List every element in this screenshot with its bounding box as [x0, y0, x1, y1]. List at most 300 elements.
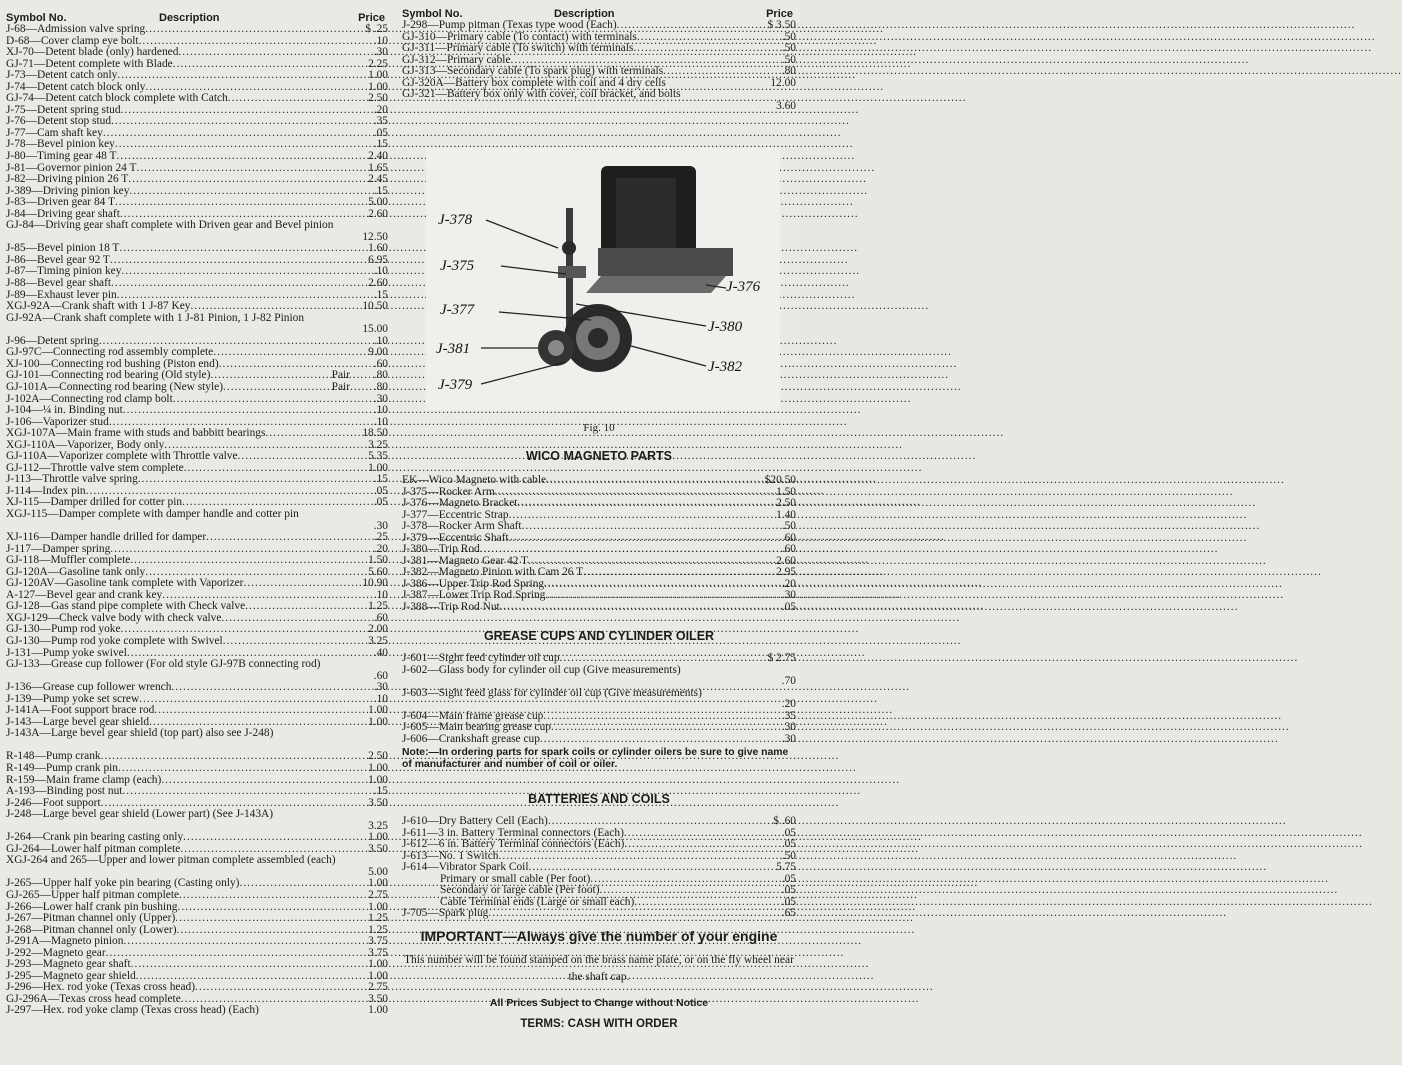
part-description: Binding post nut	[46, 785, 123, 798]
part-price: 1.00	[368, 877, 388, 890]
part-description: Gasoline tank only	[59, 565, 146, 578]
part-row	[6, 509, 388, 532]
dash-separator: —	[427, 520, 439, 533]
part-symbol: J-604	[402, 709, 428, 722]
ordering-note: Note:—In ordering parts for spark coils or cylinder oilers be sure to give name of manufacturer and number of coil or oiler.	[402, 747, 789, 771]
dash-separator: —	[31, 969, 43, 982]
part-symbol: J-379	[402, 531, 428, 544]
part-row	[6, 70, 388, 82]
dash-separator: —	[29, 34, 41, 47]
part-row	[402, 653, 796, 665]
dot-leader	[178, 47, 350, 59]
part-description: Main frame clamp (each)	[45, 773, 162, 786]
part-symbol: J-89	[6, 288, 26, 301]
part-symbol: XGJ-129	[6, 611, 48, 624]
dash-separator: —	[25, 80, 38, 93]
part-price: 6.95	[368, 253, 388, 266]
part-description: Main frame with studs and babbitt bearings	[67, 427, 266, 440]
dot-leader	[517, 498, 758, 510]
dash-separator: —	[427, 663, 439, 676]
dot-leader	[529, 862, 759, 874]
left-parts-list	[6, 24, 388, 1017]
part-price: 10.90	[362, 577, 388, 590]
part-row	[6, 151, 388, 163]
part-description: Pump rod yoke complete with Swivel	[50, 634, 223, 647]
part-description: Magneto Gear 42 T	[438, 554, 529, 567]
part-price: .60	[781, 531, 796, 544]
part-row	[402, 862, 796, 874]
part-price: 3.50	[368, 992, 388, 1005]
dot-leader	[123, 405, 350, 417]
part-description: Large bevel gear shield (Lower part) (See J-143A)	[42, 808, 274, 821]
part-description: Connecting rod bearing (New style)	[59, 380, 224, 393]
part-description: Hex. rod yoke clamp (Texas cross head) (Each)	[42, 1004, 259, 1017]
dash-separator: —	[39, 704, 51, 717]
part-row	[402, 602, 796, 614]
part-symbol: J-265	[6, 877, 32, 890]
part-symbol: XJ-100	[6, 357, 40, 370]
dash-separator: —	[25, 207, 38, 220]
dash-separator: —	[427, 508, 439, 521]
dash-separator: —	[427, 589, 439, 602]
part-symbol: J-266	[6, 900, 32, 913]
batteries-parts-list	[402, 816, 796, 920]
part-price: 3.25	[368, 819, 388, 832]
part-symbol: J-141A	[6, 704, 40, 717]
dash-separator: —	[417, 474, 429, 486]
dash-separator: —	[42, 311, 54, 324]
label-j380: J-380	[708, 319, 743, 335]
part-row	[402, 521, 796, 533]
dash-separator: —	[427, 554, 439, 567]
dot-leader	[522, 521, 758, 533]
price-header: Price	[766, 8, 793, 20]
part-symbol: XGJ-92A	[6, 300, 51, 313]
dash-separator: —	[427, 485, 439, 498]
part-description: Main frame grease cup	[438, 709, 544, 722]
part-description: Governor pinion 24 T	[37, 161, 137, 174]
dot-leader	[633, 43, 758, 55]
part-price: .10	[373, 415, 388, 428]
dash-separator: —	[435, 65, 447, 78]
dash-separator: —	[427, 815, 439, 827]
part-price: .80	[373, 369, 388, 382]
dash-separator: —	[30, 542, 43, 555]
left-column	[6, 0, 388, 1017]
dash-separator: —	[41, 346, 53, 359]
dash-separator: —	[50, 300, 62, 313]
part-price: 1.50	[368, 554, 388, 567]
dash-separator: —	[34, 773, 46, 786]
part-symbol: J-74	[6, 80, 26, 93]
part-price: 3.50	[368, 796, 388, 809]
dash-separator: —	[39, 357, 51, 370]
part-symbol: J-143A	[6, 727, 40, 740]
part-description: Index pin	[42, 484, 86, 497]
part-description: 6 in. Battery Terminal connectors (Each)	[438, 838, 625, 851]
part-row	[6, 890, 388, 902]
part-description: Primary cable (To switch) with terminals	[446, 42, 634, 55]
part-price: 1.00	[368, 80, 388, 93]
part-description: Main bearing grease cup	[438, 721, 551, 734]
dash-separator: —	[47, 611, 60, 624]
part-price: $ .60	[773, 815, 796, 827]
part-symbol: GJ-71	[6, 57, 34, 70]
part-description: Admission valve spring	[37, 23, 146, 35]
part-row	[402, 908, 796, 920]
label-j377: J-377	[440, 302, 475, 318]
part-symbol: J-88	[6, 277, 26, 290]
part-description: Detent spring stud	[37, 103, 121, 116]
part-description: Crank shaft complete with 1 J-81 Pinion, 1 J-82 Pinion	[53, 311, 305, 324]
part-description: Connecting rod assembly complete	[52, 346, 214, 359]
batteries-section	[402, 792, 796, 920]
dash-separator: —	[31, 981, 43, 994]
part-description: Primary cable	[446, 53, 511, 66]
batteries-section-title: BATTERIES AND COILS	[528, 792, 670, 806]
part-price: .40	[373, 646, 388, 659]
part-price: 1.50	[776, 485, 796, 498]
part-description: Cover clamp eye bolt	[40, 34, 139, 47]
part-description: Bevel gear shaft	[37, 277, 112, 290]
part-symbol: J-82	[6, 173, 26, 186]
dash-separator: —	[435, 88, 447, 101]
part-description: Trip Rod Nut	[438, 601, 500, 614]
part-price: 12.50	[362, 230, 388, 243]
part-symbol: J-606	[402, 732, 428, 745]
part-description: Pump crank pin	[45, 762, 119, 774]
part-symbol: GJ-120AV	[6, 577, 55, 590]
part-description: Connecting rod bushing (Piston end)	[50, 357, 219, 370]
part-symbol: J-611	[402, 826, 427, 839]
grease-parts-list	[402, 653, 796, 745]
part-description: Throttle valve spring	[42, 473, 138, 486]
part-description: Detent blade (only) hardened	[45, 46, 179, 59]
dash-separator: —	[427, 577, 439, 590]
dash-separator: —	[39, 369, 51, 382]
dash-separator: —	[39, 496, 51, 509]
part-description: Gas stand pipe complete with Check valve	[50, 600, 246, 613]
dot-leader	[624, 839, 758, 851]
part-description: Detent catch block only	[37, 80, 146, 93]
part-symbol: J-705	[402, 907, 428, 920]
part-price: .05	[781, 872, 796, 885]
dash-separator: —	[25, 150, 38, 163]
part-price: .50	[781, 849, 796, 862]
dash-separator: —	[33, 46, 46, 59]
dash-separator: —	[39, 461, 51, 474]
part-description: Rocker Arm	[438, 485, 495, 498]
part-description: Foot support brace rod	[50, 704, 155, 717]
dash-separator: —	[31, 715, 43, 728]
part-price: 2.75	[368, 981, 388, 994]
part-price: .20	[781, 698, 796, 711]
part-price: 3.75	[368, 935, 388, 948]
part-description: Vaporizer, Body only	[66, 438, 165, 451]
part-description: Driving pinion key	[42, 184, 130, 197]
dash-separator: —	[25, 126, 38, 139]
part-symbol: J-291A	[6, 935, 40, 948]
part-row	[402, 43, 796, 55]
description-header: Description	[554, 8, 615, 20]
part-description: Pump rod yoke	[50, 623, 121, 636]
part-price: 9.00	[368, 346, 388, 359]
part-price: 3.75	[368, 946, 388, 959]
part-symbol: GJ-313	[402, 65, 436, 78]
part-description: Large bevel gear shield (top part) also see J-248)	[50, 727, 274, 740]
part-price: $ .25	[365, 23, 388, 35]
part-description: Battery box complete with coil and 4 dry cells	[455, 76, 666, 89]
part-description: 3 in. Battery Terminal connectors (Each)	[438, 826, 624, 839]
part-price: 1.00	[368, 461, 388, 474]
important-section	[402, 928, 796, 1030]
part-description: Bevel gear 92 T	[37, 253, 110, 266]
part-symbol: J-87	[6, 265, 26, 278]
part-description: Detent complete with Blade	[45, 57, 173, 70]
part-price: .50	[781, 53, 796, 66]
part-description: Magneto gear	[42, 946, 106, 959]
dash-separator: —	[427, 838, 439, 851]
part-price: 2.40	[368, 150, 388, 163]
part-symbol: J-388	[402, 601, 428, 614]
dash-separator: —	[39, 600, 51, 613]
grease-section-title: GREASE CUPS AND CYLINDER OILER	[483, 629, 715, 643]
dash-separator: —	[427, 497, 439, 510]
part-symbol: XGJ-264 and 265	[6, 854, 87, 867]
part-symbol: XJ-116	[6, 531, 40, 544]
part-description: Timing gear 48 T	[37, 150, 117, 163]
part-description: Magneto Pinion with Cam 26 T	[438, 566, 584, 579]
part-description: Pump pitman (Texas type wood (Each)	[438, 19, 617, 31]
label-j382: J-382	[708, 359, 743, 375]
dash-separator: —	[33, 219, 46, 232]
part-symbol: J-77	[6, 126, 26, 139]
part-price: 1.00	[368, 900, 388, 913]
part-price: $20.50	[764, 474, 796, 486]
dash-separator: —	[25, 69, 38, 82]
part-symbol: GJ-101	[6, 369, 40, 382]
part-price: 2.45	[368, 173, 388, 186]
part-price: .30	[373, 519, 388, 532]
dot-leader	[175, 913, 350, 925]
right-top-parts-list	[402, 20, 796, 112]
part-price: 3.60	[776, 99, 796, 112]
part-description: Primary cable (To contact) with terminals	[446, 30, 637, 43]
part-price: .15	[373, 473, 388, 486]
part-symbol: J-114	[6, 484, 31, 497]
part-symbol: XGJ-110A	[6, 438, 56, 451]
part-symbol: J-248	[6, 808, 32, 821]
part-price: 1.00	[368, 762, 388, 774]
part-symbol: J-80	[6, 150, 26, 163]
part-price: .10	[373, 34, 388, 47]
part-symbol: J-143	[6, 715, 32, 728]
part-description: Magneto pinion	[50, 935, 124, 948]
part-symbol: D-68	[6, 34, 30, 47]
dash-separator: —	[25, 277, 38, 290]
part-price: 1.25	[368, 912, 388, 925]
dash-separator: —	[427, 543, 439, 556]
part-row	[6, 174, 388, 186]
part-price: .50	[781, 30, 796, 43]
part-price: .65	[781, 907, 796, 920]
dash-separator: —	[87, 854, 99, 867]
part-symbol: GJ-74	[6, 92, 34, 105]
part-description: Foot support	[42, 796, 101, 809]
dash-separator: —	[31, 877, 43, 890]
part-description: Lower Trip Rod Spring	[438, 589, 546, 602]
dash-separator: —	[427, 566, 439, 579]
unit-suffix: Pair	[331, 380, 350, 393]
dot-leader	[223, 636, 350, 648]
part-price: 2.50	[368, 92, 388, 105]
part-row	[6, 763, 388, 775]
part-description: Eccentric Strap	[438, 508, 509, 521]
part-description: Vaporizer stud	[42, 415, 109, 428]
part-price: 5.60	[368, 565, 388, 578]
part-description: Pump crank	[45, 750, 101, 763]
part-description: Detent stop stud	[37, 115, 112, 128]
dot-leader	[265, 428, 350, 440]
part-description: Eccentric Shaft	[438, 531, 509, 544]
part-price: .30	[373, 46, 388, 59]
part-symbol: J-381	[402, 554, 428, 567]
part-price: 1.65	[368, 161, 388, 174]
part-price: 1.60	[368, 242, 388, 255]
part-symbol: J-605	[402, 721, 428, 734]
dash-separator: —	[427, 721, 439, 734]
dash-separator: —	[427, 531, 439, 544]
label-j376: J-376	[726, 279, 761, 295]
part-price: .05	[781, 838, 796, 851]
dash-separator: —	[31, 184, 43, 197]
part-price: .15	[373, 184, 388, 197]
part-row	[6, 555, 388, 567]
part-symbol: J-297	[6, 1004, 32, 1017]
part-price: .50	[781, 42, 796, 55]
part-price: $ 2.75	[767, 652, 796, 664]
part-symbol: XGJ-115	[6, 507, 48, 520]
dot-leader	[118, 763, 350, 775]
dot-leader	[540, 734, 758, 746]
right-column-header	[402, 0, 796, 26]
part-symbol: R-149	[6, 762, 35, 774]
part-symbol: J-298	[402, 19, 428, 31]
dash-separator: —	[30, 473, 43, 486]
dash-separator: —	[427, 849, 439, 862]
part-symbol: J-264	[6, 831, 32, 844]
label-j381: J-381	[436, 341, 471, 357]
dot-leader	[548, 816, 750, 828]
magneto-photo	[426, 148, 780, 410]
part-price: .30	[781, 721, 796, 734]
part-price: 5.75	[776, 861, 796, 874]
part-symbol: J-603	[402, 686, 428, 699]
part-symbol: GJ-130	[6, 623, 40, 636]
dash-separator: —	[34, 750, 46, 763]
dash-separator: —	[34, 762, 46, 774]
part-symbol: J-380	[402, 543, 428, 556]
part-price: 1.00	[368, 773, 388, 786]
part-description: Driving pinion 26 T	[37, 173, 129, 186]
part-description: Pump yoke swivel	[42, 646, 127, 659]
part-description: Pitman channel only (Upper)	[42, 912, 176, 925]
part-price: 2.50	[368, 750, 388, 763]
part-row	[6, 682, 388, 694]
part-description: Sight feed cylinder oil cup	[438, 652, 560, 664]
part-row	[6, 313, 388, 336]
dash-separator: —	[31, 692, 43, 705]
part-symbol: GJ-110A	[6, 450, 48, 463]
dash-separator: —	[31, 831, 43, 844]
part-symbol: J-614	[402, 861, 428, 874]
part-description: Driven gear 84 T	[37, 196, 115, 209]
dash-separator: —	[39, 392, 51, 405]
part-description: Secondary or large cable (Per foot)	[440, 884, 600, 897]
dash-separator: —	[31, 681, 43, 694]
dash-separator: —	[435, 30, 447, 43]
part-description: Lower half crank pin bushing	[42, 900, 178, 913]
part-price: 3.25	[368, 438, 388, 451]
part-description: Detent catch only	[37, 69, 118, 82]
part-price: 2.95	[776, 566, 796, 579]
part-price: .15	[373, 138, 388, 151]
price-header: Price	[358, 12, 385, 24]
dot-leader	[546, 475, 750, 487]
part-description: Trip Rod	[438, 543, 480, 556]
part-row	[402, 498, 796, 510]
wico-section-title: WICO MAGNETO PARTS	[525, 449, 673, 463]
part-description: Primary or small cable (Per foot)	[440, 872, 591, 885]
part-price: 2.60	[368, 277, 388, 290]
part-price: .80	[373, 380, 388, 393]
part-symbol: J-377	[402, 508, 428, 521]
part-symbol: GJ-118	[6, 554, 40, 567]
dot-leader	[130, 555, 350, 567]
part-row	[402, 734, 796, 746]
part-symbol: GJ-296A	[6, 992, 48, 1005]
part-description: Magneto gear shaft	[42, 958, 131, 971]
part-price: 1.00	[368, 69, 388, 82]
part-row	[6, 659, 388, 682]
part-row	[402, 665, 796, 688]
part-price: .05	[373, 484, 388, 497]
part-row	[6, 405, 388, 417]
part-description: Damper complete with damper handle and cotter pin	[58, 507, 299, 520]
part-symbol: GJ-112	[6, 461, 40, 474]
part-row	[6, 809, 388, 832]
dash-separator: —	[25, 173, 38, 186]
dash-separator: —	[25, 138, 38, 151]
part-price: .70	[781, 675, 796, 688]
part-price: .20	[373, 103, 388, 116]
part-symbol: XGJ-107A	[6, 427, 56, 440]
label-j379: J-379	[438, 377, 473, 393]
part-row	[6, 428, 388, 440]
part-price: .05	[373, 126, 388, 139]
part-symbol: A-127	[6, 588, 36, 601]
dash-separator: —	[30, 484, 43, 497]
part-price: .35	[781, 709, 796, 722]
dot-leader	[179, 890, 350, 902]
dash-separator: —	[31, 808, 43, 821]
part-row	[402, 475, 796, 487]
part-price: 1.25	[368, 600, 388, 613]
part-description: Throttle valve stem complete	[50, 461, 184, 474]
dash-separator: —	[25, 334, 38, 347]
dash-separator: —	[31, 646, 43, 659]
part-symbol: J-602	[402, 663, 428, 676]
